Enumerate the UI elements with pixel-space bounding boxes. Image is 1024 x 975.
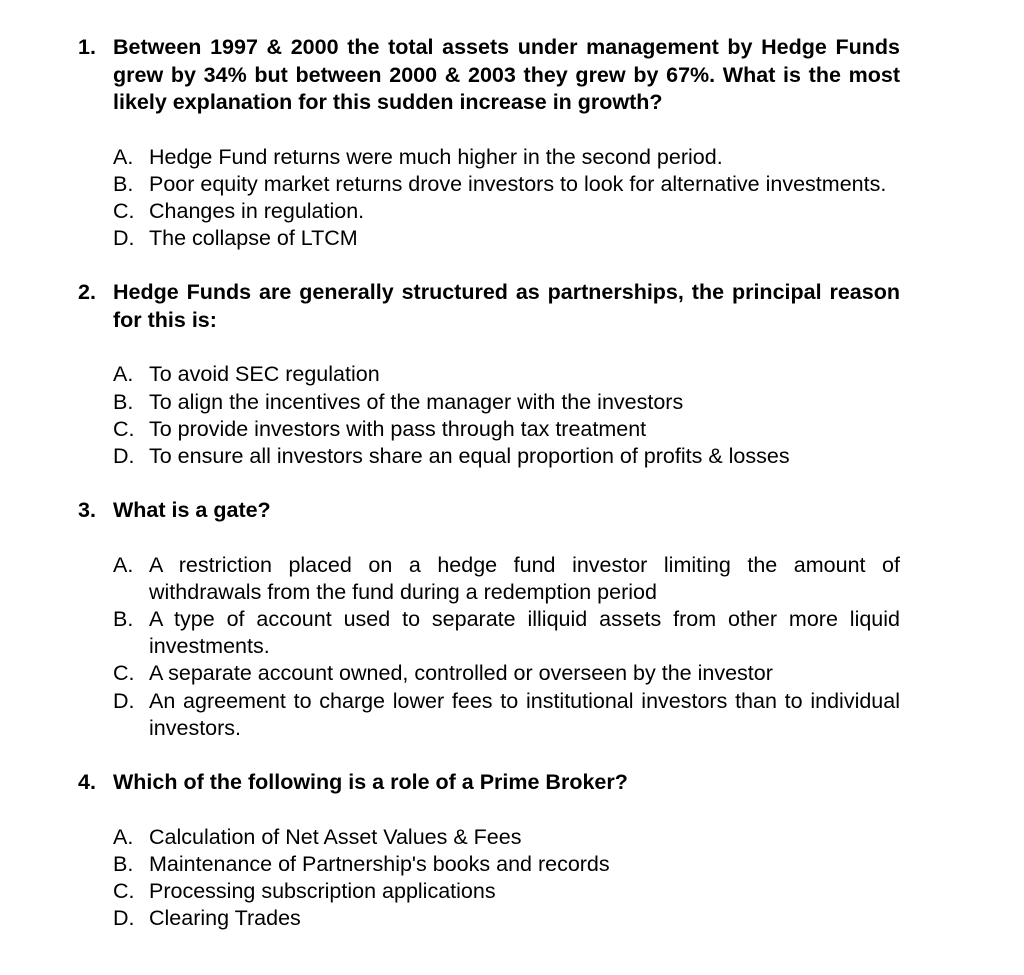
- question-text: Between 1997 & 2000 the total assets under management by Hedge Funds grew by 34% but between 2000 & 2003 they grew by 67%. What is the most likely explanation for this sudden increase in growth?: [113, 35, 900, 114]
- answer-options: [113, 824, 900, 933]
- option-a: [113, 361, 900, 388]
- option-letter: B.: [113, 171, 134, 196]
- question-4: [78, 769, 900, 932]
- option-letter: B.: [113, 851, 134, 876]
- spacer: [78, 252, 900, 279]
- answer-options: [113, 552, 900, 742]
- option-a: [113, 824, 900, 851]
- option-letter: A.: [113, 824, 134, 849]
- option-text: Hedge Fund returns were much higher in the second period.: [149, 144, 723, 169]
- option-letter: C.: [113, 198, 135, 223]
- option-d: [113, 905, 900, 932]
- question-4-prompt: [78, 769, 900, 797]
- option-a: [113, 552, 900, 606]
- option-letter: B.: [113, 389, 134, 414]
- option-b: [113, 389, 900, 416]
- spacer: [78, 742, 900, 769]
- option-b: [113, 851, 900, 878]
- option-text: To avoid SEC regulation: [149, 362, 380, 387]
- option-text: Changes in regulation.: [149, 198, 365, 223]
- option-text: A type of account used to separate illiquid assets from other more liquid investments.: [149, 607, 900, 659]
- option-d: [113, 225, 900, 252]
- question-2: [78, 279, 900, 470]
- spacer: [78, 470, 900, 497]
- option-c: [113, 878, 900, 905]
- option-text: Maintenance of Partnership's books and records: [149, 851, 610, 876]
- option-letter: D.: [113, 906, 135, 931]
- question-3: [78, 497, 900, 742]
- question-text: Which of the following is a role of a Prime Broker?: [113, 770, 628, 795]
- option-text: Poor equity market returns drove investors to look for alternative investments.: [149, 171, 887, 196]
- option-letter: C.: [113, 661, 135, 686]
- option-b: [113, 171, 900, 198]
- answer-options: [113, 361, 900, 470]
- option-text: Clearing Trades: [149, 906, 301, 931]
- option-letter: C.: [113, 416, 135, 441]
- option-letter: A.: [113, 144, 134, 169]
- option-letter: D.: [113, 688, 135, 713]
- question-number: 4.: [78, 770, 96, 795]
- question-number: 1.: [78, 35, 96, 59]
- option-c: [113, 416, 900, 443]
- option-d: [113, 688, 900, 742]
- option-text: The collapse of LTCM: [149, 226, 358, 251]
- option-b: [113, 606, 900, 660]
- question-3-prompt: [78, 497, 900, 525]
- option-text: To provide investors with pass through tax treatment: [149, 416, 647, 441]
- quiz-document: [78, 34, 900, 932]
- option-text: To align the incentives of the manager with the investors: [149, 389, 684, 414]
- option-c: [113, 660, 900, 687]
- option-letter: D.: [113, 443, 135, 468]
- option-a: [113, 144, 900, 171]
- question-1: [78, 34, 900, 252]
- question-2-prompt: [78, 279, 900, 334]
- option-letter: B.: [113, 607, 134, 632]
- question-text: What is a gate?: [113, 498, 271, 523]
- option-letter: A.: [113, 552, 134, 577]
- option-text: A separate account owned, controlled or overseen by the investor: [149, 661, 773, 686]
- question-1-prompt: [78, 34, 900, 117]
- question-number: 2.: [78, 280, 96, 305]
- option-d: [113, 443, 900, 470]
- option-letter: A.: [113, 362, 134, 387]
- option-text: To ensure all investors share an equal proportion of profits & losses: [149, 443, 790, 468]
- question-text: Hedge Funds are generally structured as partnerships, the principal reason for this is:: [113, 280, 900, 332]
- answer-options: [113, 144, 900, 253]
- option-text: Processing subscription applications: [149, 878, 496, 903]
- option-c: [113, 198, 900, 225]
- question-number: 3.: [78, 498, 96, 523]
- option-text: Calculation of Net Asset Values & Fees: [149, 824, 522, 849]
- option-text: A restriction placed on a hedge fund investor limiting the amount of withdrawals from the fund during a redemption period: [149, 552, 900, 604]
- option-letter: C.: [113, 878, 135, 903]
- option-letter: D.: [113, 226, 135, 251]
- option-text: An agreement to charge lower fees to institutional investors than to individual investors.: [149, 688, 900, 740]
